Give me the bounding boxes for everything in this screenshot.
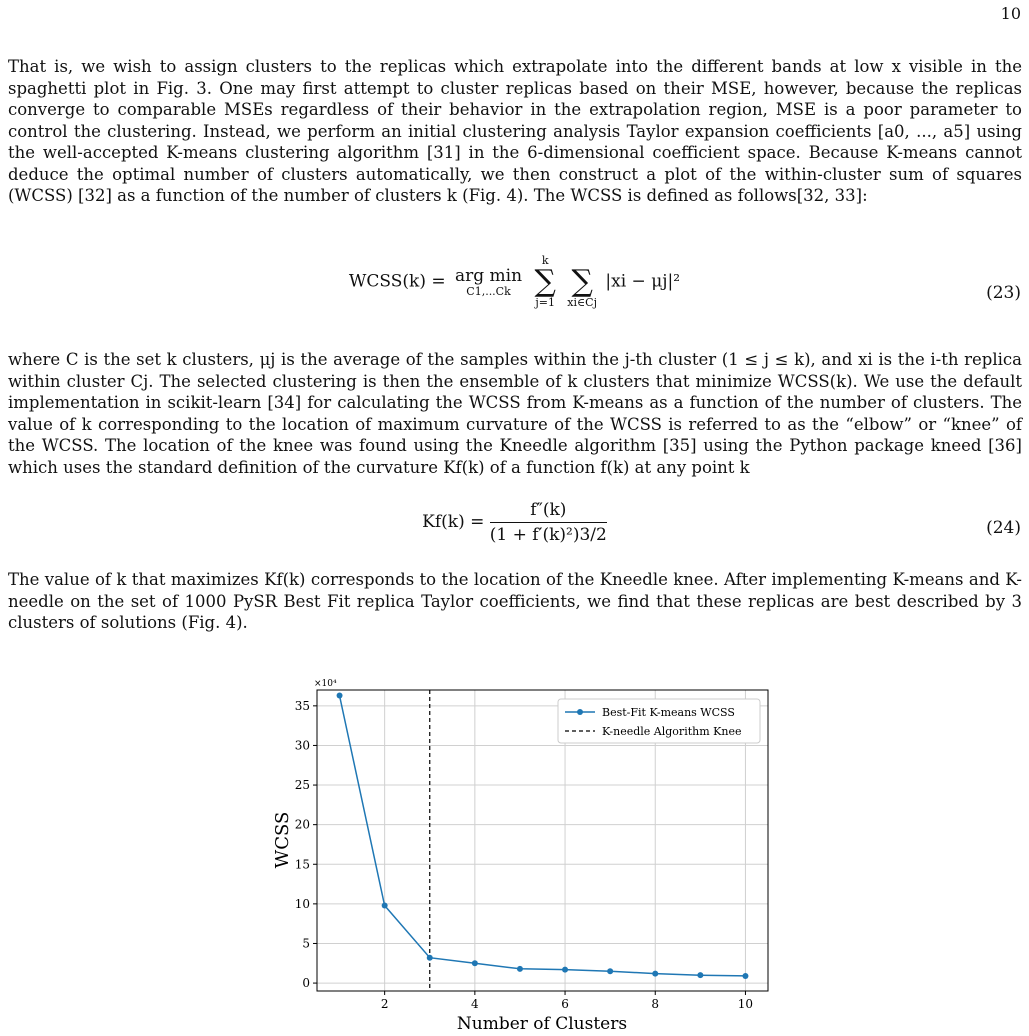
y-tick-label: 25 [294, 778, 310, 793]
equation-24 [0, 500, 1029, 560]
eq24-lhs: Kf(k) = [422, 512, 485, 532]
y-tick-label: 5 [302, 936, 310, 951]
legend-label-knee: K-needle Algorithm Knee [602, 725, 742, 738]
eq24-fraction: $\frac{f''(k)}{\text{(1 + f′(k)²)3/2}}$ [489, 500, 607, 545]
y-tick-label: 35 [294, 698, 310, 713]
paragraph-3: The value of k that maximizes Kf(k) corresponds to the location of the Kneedle knee. After implementing K-means and K-needle on the set of 1000 PySR Best Fit replica Taylor coefficients, we find that these replicas are best described by 3 clusters of solutions (Fig. 4). [8, 570, 1022, 632]
data-point [562, 967, 568, 973]
y-tick-label: 20 [294, 817, 310, 832]
y-axis-label: WCSS [272, 811, 293, 869]
data-point [517, 966, 523, 972]
data-point [337, 693, 343, 699]
paragraph-2: where C is the set k clusters, μj is the average of the samples within the j-th cluster (1 ≤ j ≤ k), and xi is the i-th replica within cluster Cj. The selected clustering is then the ensemble of k clusters that minimize WCSS(k). We use the default implementation in scikit-learn [34] for calculating the WCSS from K-means as a function of the number of clusters. The value of k corresponding to the location of maximum curvature of the WCSS is referred to as the “elbow” or “knee” of the WCSS. The location of the knee was found using the Kneedle algorithm [35] using the Python package kneed [36] which uses the standard definition of the curvature Kf(k) of a function f(k) at any point k [8, 350, 1022, 477]
x-tick-label: 8 [651, 997, 660, 1011]
y-tick-label: 10 [294, 896, 310, 911]
x-tick-label: 2 [380, 997, 389, 1011]
y-tick-label: 15 [294, 857, 310, 872]
eq23-lhs: WCSS(k) = [348, 271, 446, 292]
data-point [742, 973, 748, 979]
equation-23 [0, 255, 1029, 325]
eq23-number: (23) [986, 283, 1021, 303]
x-axis-label: Number of Clusters [456, 1014, 628, 1032]
legend-marker-series [577, 709, 583, 715]
y-multiplier: ×10⁴ [314, 679, 337, 689]
x-tick-label: 4 [471, 997, 479, 1011]
eq23-sum-i: ∑ xi∈Cj [567, 264, 597, 309]
legend-label-series: Best-Fit K-means WCSS [602, 706, 735, 719]
data-point [382, 902, 388, 908]
wcss-chart [262, 652, 782, 1032]
page-number: 10 [1000, 4, 1021, 23]
eq23-sum-j: k ∑ j=1 [534, 254, 556, 309]
paragraph-1: That is, we wish to assign clusters to the replicas which extrapolate into the different bands at low x visible in the spaghetti plot in Fig. 3. One may first attempt to cluster replicas based on their MSE, however, because the replicas converge to comparable MSEs regardless of their behavior in the extrapolation region, MSE is a poor parameter to control the clustering. Instead, we perform an initial clustering analysis Taylor expansion coefficients [a0, ..., a5] using the well-accepted K-means clustering algorithm [31] in the 6-dimensional coefficient space. Because K-means cannot deduce the optimal number of clusters automatically, we then construct a plot of the within-cluster sum of squares (WCSS) [32] as a function of the number of clusters k (Fig. 4). The WCSS is defined as follows[32, 33]: [8, 57, 1022, 205]
chart-legend [558, 699, 760, 743]
data-point [697, 972, 703, 978]
eq23-term: |xi − μj|² [605, 271, 681, 292]
y-tick-label: 30 [294, 738, 310, 753]
y-tick-label: 0 [302, 976, 310, 991]
eq24-number: (24) [986, 518, 1021, 538]
eq23-argmin: arg min C1,...Ck [455, 266, 523, 298]
x-tick-label: 6 [561, 997, 569, 1011]
x-tick-label: 10 [737, 997, 754, 1011]
data-point [652, 971, 658, 977]
data-point [427, 955, 433, 961]
data-point [472, 960, 478, 966]
data-point [607, 968, 613, 974]
